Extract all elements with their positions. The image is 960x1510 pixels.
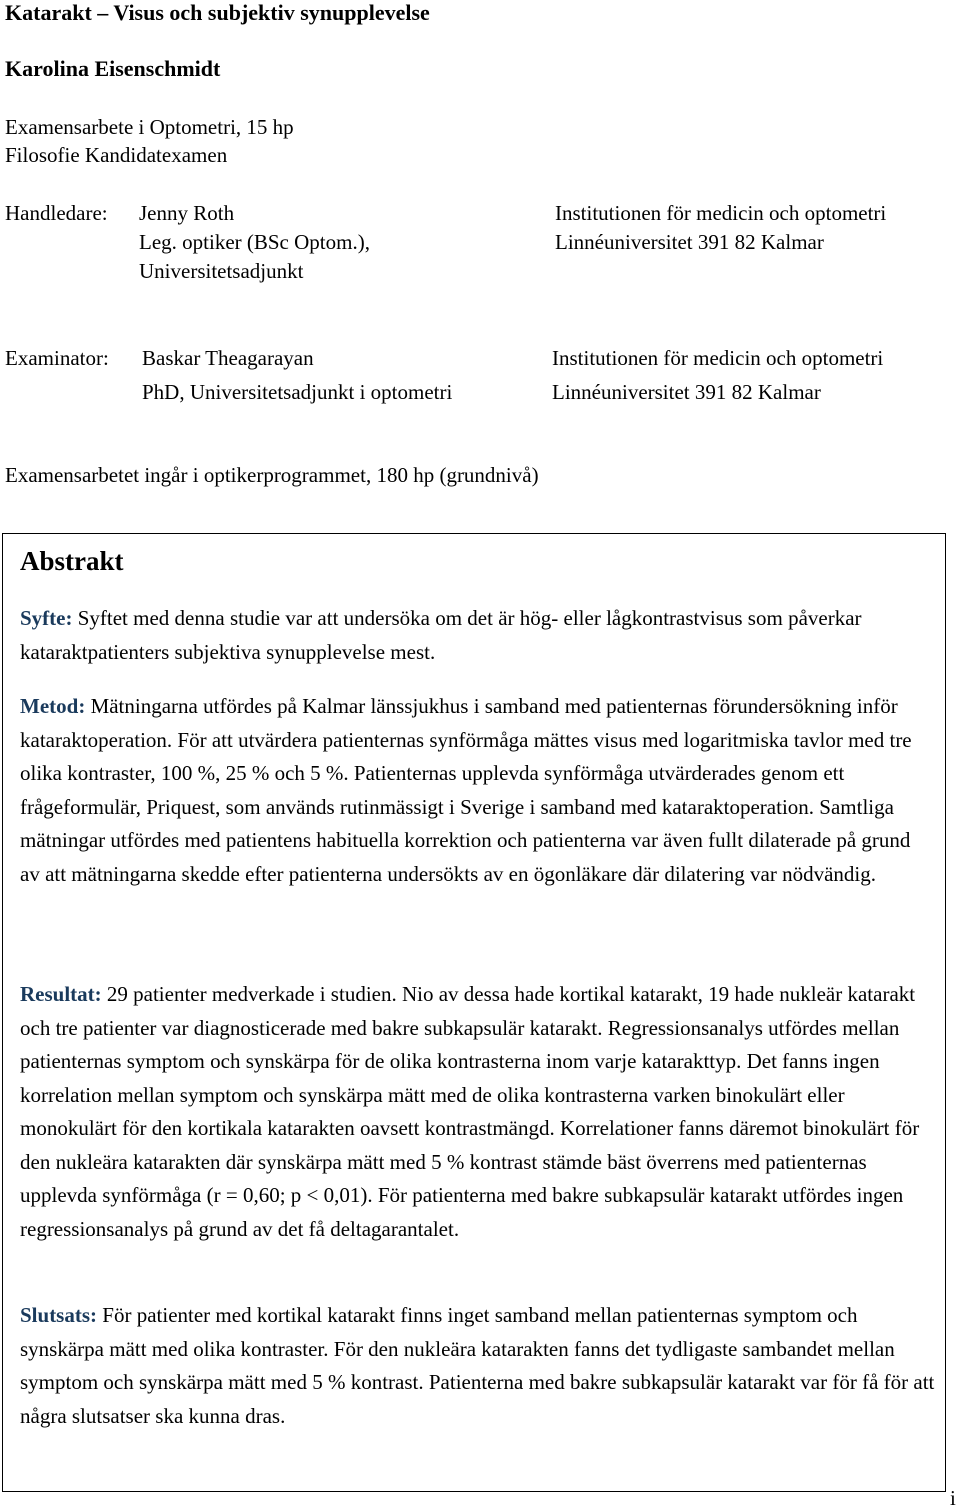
resultat-label: Resultat: <box>20 982 102 1006</box>
supervisor-title-2: Universitetsadjunkt <box>139 259 304 283</box>
slutsats-paragraph <box>20 1299 935 1433</box>
supervisor-title-1: Leg. optiker (BSc Optom.), <box>139 230 370 254</box>
author-name: Karolina Eisenschmidt <box>5 56 221 81</box>
abstract-heading: Abstrakt <box>20 546 124 576</box>
metod-paragraph <box>20 690 935 891</box>
supervisor-name: Jenny Roth <box>139 201 235 225</box>
supervisor-address: Linnéuniversitet 391 82 Kalmar <box>555 230 824 254</box>
degree-line-2: Filosofie Kandidatexamen <box>5 143 228 167</box>
metod-text: Mätningarna utfördes på Kalmar länssjukhus i samband med patienternas förundersökning inför kataraktoperation. För att utvärdera patienternas synförmåga mättes visus med logaritmiska tavlor med tre olika kontraster, 100 %, 25 % och 5 %. Patienternas upplevda synförmåga utvärderades genom ett frågeformulär, Priquest, som används rutinmässigt i Sverige i samband med kataraktoperation. Samtliga mätningar utfördes med patientens habituella korrektion och patienterna var även fullt dilaterade på grund av att mätningarna skedde efter patienterna undersökts av en ögonläkare där dilatering var nödvändig. <box>20 694 912 886</box>
examiner-title: PhD, Universitetsadjunkt i optometri <box>142 380 453 404</box>
supervisor-institution: Institutionen för medicin och optometri <box>555 201 887 225</box>
syfte-label: Syfte: <box>20 606 73 630</box>
syfte-paragraph <box>20 602 935 669</box>
supervisor-label: Handledare: <box>5 201 108 225</box>
metod-label: Metod: <box>20 694 86 718</box>
slutsats-label: Slutsats: <box>20 1303 98 1327</box>
examiner-label: Examinator: <box>5 346 109 370</box>
examiner-name: Baskar Theagarayan <box>142 346 314 370</box>
resultat-paragraph <box>20 978 935 1246</box>
page-number: i <box>950 1486 956 1510</box>
examiner-address: Linnéuniversitet 391 82 Kalmar <box>552 380 821 404</box>
examiner-institution: Institutionen för medicin och optometri <box>552 346 884 370</box>
resultat-text: 29 patienter medverkade i studien. Nio av dessa hade kortikal katarakt, 19 hade nukleär katarakt och tre patienter var diagnosticerade med bakre subkapsulär katarakt. Regressionsanalys utfördes mellan patienternas symptom och synskärpa för de olika kontrasterna inom varje katarakttyp. Det fanns ingen korrelation mellan symptom och synskärpa mätt med de olika kontrasterna varken binokulärt eller monokulärt för den kortikala katarakten oavsett kontrastmängd. Korrelationer fanns däremot binokulärt för den nukleära katarakten där synskärpa mätt med 5 % kontrast stämde bäst överrens med patienternas upplevda synförmåga (r = 0,60; p < 0,01). För patienterna med bakre subkapsulär katarakt utfördes ingen regressionsanalys på grund av det få deltagarantalet. <box>20 982 920 1241</box>
program-note: Examensarbetet ingår i optikerprogrammet, 180 hp (grundnivå) <box>5 463 539 487</box>
slutsats-text: För patienter med kortikal katarakt finns inget samband mellan patienternas symptom och synskärpa mätt med olika kontraster. För den nukleära katarakten fanns det tydligaste sambandet mellan symptom och synskärpa mätt med 5 % kontrast. Patienterna med bakre subkapsulär katarakt var för få för att några slutsatser ska kunna dras. <box>20 1303 935 1428</box>
syfte-text: Syftet med denna studie var att undersöka om det är hög- eller lågkontrastvisus som påverkar kataraktpatienters subjektiva synupplevelse mest. <box>20 606 862 664</box>
document-title: Katarakt – Visus och subjektiv synupplevelse <box>5 0 430 25</box>
degree-line-1: Examensarbete i Optometri, 15 hp <box>5 115 294 139</box>
